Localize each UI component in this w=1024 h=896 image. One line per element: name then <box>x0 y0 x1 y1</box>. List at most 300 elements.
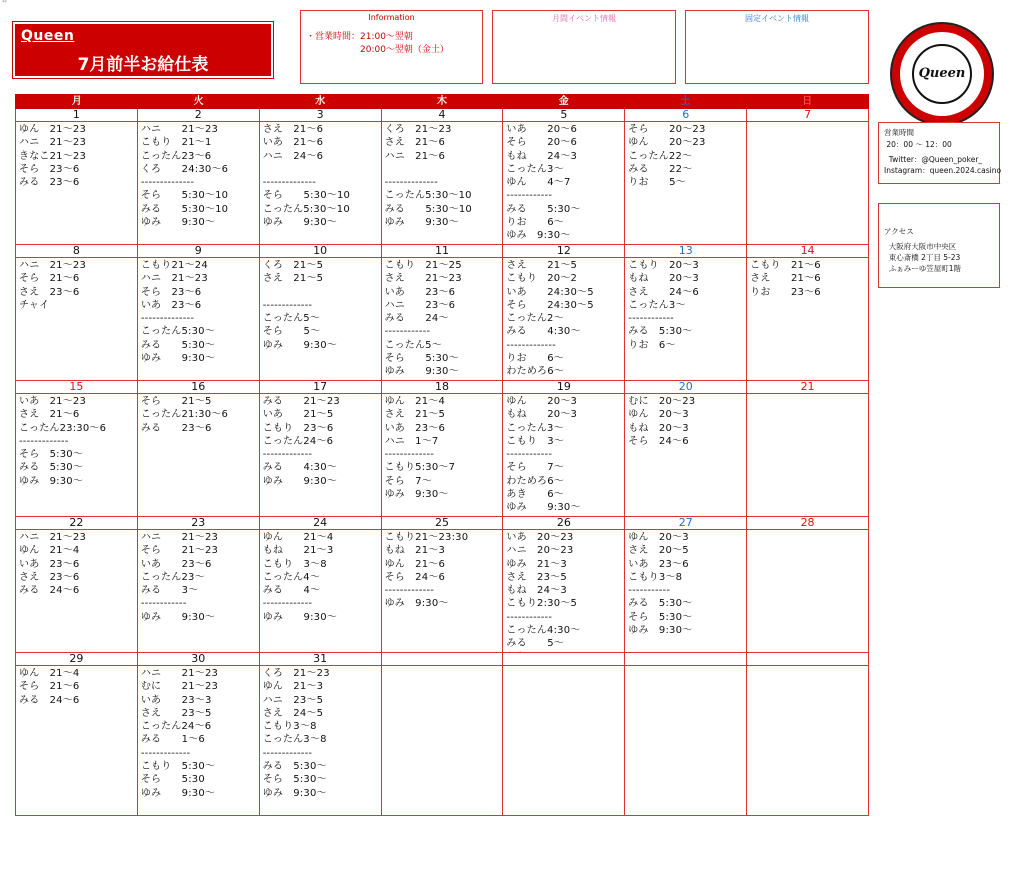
shift-entry: もね 20〜3 <box>628 422 689 434</box>
shift-entry: そら 5:30〜 <box>19 449 84 461</box>
shift-entry: さえ 21〜5 <box>506 260 578 271</box>
shift-list <box>503 122 624 243</box>
fixed-events-heading: 固定イベント情報 <box>745 14 809 23</box>
shift-list <box>16 122 137 189</box>
shift-entry: こったん3〜 <box>506 163 564 175</box>
shift-entry: むに 20〜23 <box>628 396 696 407</box>
shift-entry: -------------- <box>140 313 195 325</box>
shift-entry: そら 24:30〜5 <box>506 299 594 311</box>
shift-entry: みる 5:30〜 <box>140 339 216 351</box>
shift-entry: ゆん 21〜4 <box>262 532 334 543</box>
shift-list <box>260 122 381 229</box>
shift-entry: さえ 23〜5 <box>506 571 567 583</box>
day-number: 10 <box>260 245 381 258</box>
shift-entry: いあ 23〜6 <box>628 558 689 570</box>
shift-entry: りお 6〜 <box>628 339 676 351</box>
shift-entry: くろ 21〜23 <box>384 124 452 135</box>
shift-list <box>138 530 259 624</box>
shift-entry: ハニ 21〜23 <box>140 668 219 679</box>
shift-entry: ハニ 21〜23 <box>19 137 87 149</box>
shift-list <box>16 666 137 707</box>
shift-entry: こったん3〜8 <box>262 734 327 746</box>
day-number: 26 <box>503 517 624 530</box>
access-box <box>878 203 1000 288</box>
monthly-events-heading: 月間イベント情報 <box>552 14 616 23</box>
shift-entry: ゆみ 9:30〜 <box>262 787 327 799</box>
shift-list <box>260 258 381 352</box>
calendar-day-cell <box>625 517 747 653</box>
shift-entry: こもり 5:30〜 <box>140 761 216 773</box>
shift-entry: そら 7〜 <box>506 462 564 474</box>
shift-entry: ゆん 20〜23 <box>628 137 706 149</box>
business-hours-line: ・営業時間：21:00〜翌朝 <box>306 32 413 42</box>
shift-list <box>138 666 259 800</box>
shift-entry: みる 5〜 <box>506 638 564 650</box>
calendar-day-cell <box>260 381 382 517</box>
shift-entry: さえ 21〜6 <box>384 137 446 149</box>
shift-entry: ハニ 21〜6 <box>384 150 446 162</box>
shift-list <box>138 122 259 229</box>
shift-entry: さえ 23〜6 <box>19 571 80 583</box>
shift-entry: ハニ 21〜23 <box>19 532 87 543</box>
calendar-day-cell <box>503 653 625 816</box>
shift-entry: ゆみ 9:30〜 <box>384 598 449 610</box>
day-number: 30 <box>138 653 259 666</box>
shift-entry: そら 23〜6 <box>19 163 80 175</box>
shift-entry: むに 21〜23 <box>140 681 219 693</box>
day-number: 28 <box>747 517 868 530</box>
shift-entry: いあ 21〜23 <box>19 396 87 407</box>
shift-entry: さえ 21〜6 <box>262 124 324 135</box>
shift-list <box>503 394 624 515</box>
calendar-day-cell <box>260 517 382 653</box>
shift-entry: こったん5:30〜10 <box>262 203 350 215</box>
weekday-label: 金 <box>558 96 569 107</box>
shift-entry: さえ 24〜6 <box>628 286 699 298</box>
shift-entry: くろ 24:30〜6 <box>140 163 229 175</box>
shift-entry: みる 4〜 <box>262 585 321 597</box>
shift-entry <box>263 163 381 176</box>
shift-entry: わためろ6〜 <box>506 366 564 378</box>
shift-list <box>382 122 503 229</box>
shift-entry: ゆみ 9:30〜 <box>262 217 337 229</box>
shift-entry: そら 21〜23 <box>140 545 219 557</box>
shift-entry: もね 24〜3 <box>506 585 567 597</box>
calendar-day-cell <box>625 653 747 816</box>
shift-entry: いあ 20〜23 <box>506 532 574 543</box>
title-banner <box>15 24 271 76</box>
shift-list <box>747 394 868 395</box>
shift-entry: みる 24〜 <box>384 313 449 325</box>
calendar-day-cell <box>625 381 747 517</box>
shift-entry: みる 5:30〜10 <box>384 203 472 215</box>
calendar-day-cell <box>138 109 260 245</box>
shift-entry: もね 24〜3 <box>506 150 578 162</box>
day-number: 18 <box>382 381 503 394</box>
shift-entry: みる 23〜6 <box>19 177 80 189</box>
shift-list <box>625 666 746 667</box>
shift-entry: -------------- <box>262 177 317 189</box>
day-number: 21 <box>747 381 868 394</box>
shift-entry: -------------- <box>384 177 438 189</box>
day-number <box>625 653 746 666</box>
shift-entry: こもり 21〜25 <box>384 260 462 271</box>
calendar-day-cell <box>503 517 625 653</box>
calendar-day-cell <box>382 245 504 381</box>
shift-entry: いあ 23〜6 <box>384 422 446 434</box>
shift-entry: ------------- <box>262 598 313 610</box>
logo-text: Queen <box>918 66 966 81</box>
shift-entry <box>385 163 503 176</box>
shift-entry: こもり 3〜8 <box>262 558 327 570</box>
day-number: 16 <box>138 381 259 394</box>
shift-entry: ゆみ 9:30〜 <box>262 611 337 623</box>
calendar-day-cell <box>382 381 504 517</box>
shift-list <box>747 530 868 531</box>
calendar-day-cell <box>747 517 869 653</box>
shift-entry: こもり21〜24 <box>140 260 208 271</box>
shift-entry: さえ 23〜6 <box>19 286 80 298</box>
calendar-day-cell <box>16 109 138 245</box>
calendar-day-cell <box>16 381 138 517</box>
shift-entry: そら 20〜6 <box>506 137 578 149</box>
shift-entry: こもり 21〜1 <box>140 137 212 149</box>
shift-list <box>260 530 381 624</box>
shift-entry: ハニ 20〜23 <box>506 545 574 557</box>
calendar-day-cell <box>260 245 382 381</box>
shift-entry: こったん23〜6 <box>140 150 212 162</box>
calendar-day-cell <box>747 245 869 381</box>
shift-entry: こもり3〜8 <box>628 571 683 583</box>
shift-entry: ------------- <box>140 747 191 759</box>
day-number: 5 <box>503 109 624 122</box>
calendar-body <box>15 109 869 816</box>
day-number: 22 <box>16 517 137 530</box>
shift-entry: いあ 23〜6 <box>19 558 80 570</box>
shift-entry: ゆん 21〜4 <box>19 545 80 557</box>
shift-entry: ゆん 20〜3 <box>506 396 578 407</box>
shift-entry: ゆみ 9:30〜 <box>140 353 216 365</box>
shift-entry: いあ 24:30〜5 <box>506 286 594 298</box>
shift-list <box>503 258 624 381</box>
shift-entry: ゆみ 9:30〜 <box>384 489 449 501</box>
calendar-day-cell <box>503 245 625 381</box>
shift-list <box>503 530 624 653</box>
shift-entry: みる 5:30〜 <box>628 326 693 338</box>
shift-list <box>260 394 381 488</box>
calendar-day-cell <box>503 381 625 517</box>
day-number: 17 <box>260 381 381 394</box>
calendar-day-cell <box>747 109 869 245</box>
shift-entry: みる 24〜6 <box>19 585 80 597</box>
shift-entry: ------------- <box>262 449 313 461</box>
shift-entry: ------------- <box>384 449 435 461</box>
shift-entry: いあ 23〜3 <box>140 694 212 706</box>
shift-entry: りお 5〜 <box>628 177 686 189</box>
shift-entry: ハニ 23〜5 <box>262 694 324 706</box>
shift-entry: そら 5:30〜10 <box>262 190 351 202</box>
weekday-label-saturday: 土 <box>680 96 691 107</box>
shift-entry: ------------- <box>262 299 313 311</box>
logo-ring <box>900 32 984 116</box>
shift-entry: そら 24〜6 <box>384 571 446 583</box>
shift-entry: こもり 20〜3 <box>628 260 699 271</box>
business-hours-line: 20:00〜翌朝（金土） <box>306 45 449 55</box>
calendar-day-cell <box>382 517 504 653</box>
day-number: 3 <box>260 109 381 122</box>
business-hours-heading: 営業時間 <box>884 128 914 137</box>
shift-entry: みる 4:30〜 <box>262 462 337 474</box>
shift-entry: ゆん 20〜3 <box>628 409 689 421</box>
shift-entry: みる 4:30〜 <box>506 326 581 338</box>
shift-entry: さえ 21〜6 <box>19 409 80 421</box>
shift-calendar <box>15 94 869 816</box>
shift-list <box>16 258 137 312</box>
shift-entry: ハニ 21〜23 <box>140 273 208 285</box>
shift-entry: こったん22〜 <box>628 150 693 162</box>
day-number: 7 <box>747 109 868 122</box>
day-number <box>503 653 624 666</box>
shift-entry: きなこ21〜23 <box>19 150 87 162</box>
fixed-events-box <box>685 10 869 84</box>
shift-entry: さえ 21〜5 <box>384 409 446 421</box>
shift-entry: わためろ6〜 <box>506 475 564 487</box>
day-number: 6 <box>625 109 746 122</box>
shift-entry: こったん3〜 <box>506 422 564 434</box>
day-number: 31 <box>260 653 381 666</box>
shift-list <box>625 122 746 189</box>
shift-list <box>138 394 259 435</box>
shift-entry: そら 21〜5 <box>140 396 212 407</box>
shift-list <box>747 258 868 299</box>
shift-entry: ------------ <box>384 326 431 338</box>
shift-entry: もね 21〜3 <box>384 545 446 557</box>
shift-entry: ------------ <box>628 313 674 325</box>
day-number: 13 <box>625 245 746 258</box>
shift-entry: そら 5:30〜 <box>628 611 693 623</box>
shift-entry: そら 5:30 <box>140 774 205 786</box>
shift-entry: ゆみ 9:30〜 <box>262 475 337 487</box>
shift-entry: ゆみ 9:30〜 <box>506 502 581 514</box>
day-number: 12 <box>503 245 624 258</box>
shift-entry: ゆみ 9:30〜 <box>140 217 216 229</box>
shift-entry: みる 23〜6 <box>140 422 212 434</box>
shift-list <box>138 258 259 365</box>
calendar-day-cell <box>382 109 504 245</box>
shift-entry: くろ 21〜5 <box>262 260 324 271</box>
shift-entry: いあ 23〜6 <box>140 558 212 570</box>
shift-entry: もね 20〜3 <box>506 409 578 421</box>
calendar-day-cell <box>260 653 382 816</box>
shift-entry: いあ 23〜6 <box>384 286 456 298</box>
brand-name: Queen <box>21 28 75 44</box>
address-line: ふぁみーゆ笠屋町1階 <box>884 264 962 273</box>
shift-entry: ゆん 21〜3 <box>262 681 324 693</box>
day-number <box>382 653 503 666</box>
shift-entry: こったん24〜6 <box>262 435 334 447</box>
shift-entry: あき 6〜 <box>506 489 564 501</box>
day-number: 24 <box>260 517 381 530</box>
shift-entry: チャイ <box>19 299 50 311</box>
calendar-day-cell <box>625 245 747 381</box>
shift-entry: みる 5:30〜 <box>506 203 581 215</box>
page-title: 7月前半お給仕表 <box>77 55 209 75</box>
shift-entry: こったん21:30〜6 <box>140 409 229 421</box>
day-number: 23 <box>138 517 259 530</box>
twitter-line: Twitter：@Queen_poker_ <box>884 155 983 164</box>
shift-entry: そら 5〜 <box>262 326 321 338</box>
shift-entry: そら 5:30〜 <box>262 774 327 786</box>
shift-entry: みる 24〜6 <box>19 694 80 706</box>
shift-entry: ゆん 20〜3 <box>628 532 689 543</box>
shift-entry <box>263 286 381 299</box>
shift-entry: ハニ 21〜23 <box>140 532 219 543</box>
shift-entry: ----------- <box>628 585 671 597</box>
shift-entry: さえ 24〜5 <box>262 707 324 719</box>
shift-entry: さえ 23〜5 <box>140 707 212 719</box>
shift-list <box>382 258 503 379</box>
shift-entry: いあ 21〜6 <box>262 137 324 149</box>
shift-entry: さえ 21〜5 <box>262 273 324 285</box>
calendar-week-row <box>15 653 869 816</box>
shift-entry: こもり 20〜2 <box>506 273 578 285</box>
shift-list <box>625 530 746 637</box>
shift-entry: ゆみ 9:30〜 <box>628 625 693 637</box>
shift-entry: ゆみ 9:30〜 <box>506 230 571 242</box>
shift-entry: そら 5:30〜 <box>384 353 459 365</box>
shift-entry: さえ 21〜6 <box>750 273 821 285</box>
shift-entry: そら 23〜6 <box>140 286 202 298</box>
weekday-header <box>15 94 869 109</box>
shift-entry: くろ 21〜23 <box>262 668 330 679</box>
calendar-week-row <box>15 381 869 517</box>
calendar-day-cell <box>138 381 260 517</box>
shift-entry: そら 7〜 <box>384 475 432 487</box>
calendar-day-cell <box>138 517 260 653</box>
calendar-week-row <box>15 245 869 381</box>
day-number: 27 <box>625 517 746 530</box>
day-number: 9 <box>138 245 259 258</box>
day-number: 29 <box>16 653 137 666</box>
calendar-day-cell <box>747 653 869 816</box>
day-number: 14 <box>747 245 868 258</box>
shift-entry: ゆみ 9:30〜 <box>384 217 459 229</box>
day-number: 4 <box>382 109 503 122</box>
shift-entry: ------------- <box>506 339 556 351</box>
day-number: 11 <box>382 245 503 258</box>
shift-entry: こったん5:30〜10 <box>384 190 472 202</box>
shift-entry: こもり5:30〜7 <box>384 462 456 474</box>
shift-entry: いあ 20〜6 <box>506 124 578 135</box>
address-line: 大阪府大阪市中央区 <box>884 242 957 251</box>
weekday-label: 火 <box>193 96 204 107</box>
calendar-day-cell <box>382 653 504 816</box>
day-number <box>747 653 868 666</box>
day-number: 15 <box>16 381 137 394</box>
shift-list <box>747 122 868 123</box>
shift-entry: ゆみ 9:30〜 <box>140 611 216 623</box>
shift-entry: こもり3〜8 <box>262 721 317 733</box>
shift-entry: ゆみ 9:30〜 <box>140 787 216 799</box>
shift-entry: りお 6〜 <box>506 217 564 229</box>
shift-entry: ------------ <box>506 611 553 623</box>
calendar-week-row <box>15 109 869 245</box>
shift-entry: そら 20〜23 <box>628 124 706 135</box>
calendar-week-row <box>15 517 869 653</box>
shift-entry: ゆん 21〜4 <box>384 396 446 407</box>
logo-inner-circle <box>912 44 972 104</box>
calendar-day-cell <box>260 109 382 245</box>
shift-entry: こもり 21〜6 <box>750 260 821 271</box>
shift-entry: ハニ 24〜6 <box>262 150 324 162</box>
shift-entry: みる 1〜6 <box>140 734 205 746</box>
calendar-day-cell <box>503 109 625 245</box>
shift-entry: ------------- <box>262 747 313 759</box>
shift-entry: ------------ <box>140 598 187 610</box>
information-box <box>300 10 483 84</box>
shift-entry: りお 6〜 <box>506 353 564 365</box>
shift-entry: みる 5:30〜 <box>262 761 327 773</box>
shift-entry: ゆみ 9:30〜 <box>19 475 84 487</box>
weekday-label: 月 <box>71 96 82 107</box>
weekday-label-sunday: 日 <box>802 96 813 107</box>
day-number: 1 <box>16 109 137 122</box>
shift-entry: ゆみ 9:30〜 <box>262 339 337 351</box>
shift-entry: こもり 23〜6 <box>262 422 334 434</box>
monthly-events-box <box>492 10 676 84</box>
shift-entry: もね 20〜3 <box>628 273 699 285</box>
shift-entry: みる 22〜 <box>628 163 693 175</box>
shift-entry: ゆん 21〜6 <box>384 558 446 570</box>
shift-entry: さえ 21〜23 <box>384 273 462 285</box>
shift-entry: ゆみ 9:30〜 <box>384 366 459 378</box>
shift-entry: みる 5:30〜 <box>19 462 84 474</box>
day-number: 8 <box>16 245 137 258</box>
day-number: 20 <box>625 381 746 394</box>
shift-entry: ゆん 21〜4 <box>19 668 80 679</box>
shift-entry: ハニ 1〜7 <box>384 435 439 447</box>
shift-entry: りお 23〜6 <box>750 286 821 298</box>
shift-entry: みる 5:30〜10 <box>140 203 229 215</box>
shift-list <box>382 666 503 667</box>
shift-list <box>16 530 137 597</box>
shift-entry: -------------- <box>140 177 195 189</box>
shift-entry: ハニ 21〜23 <box>140 124 219 135</box>
calendar-day-cell <box>138 245 260 381</box>
day-number: 25 <box>382 517 503 530</box>
shift-entry: こもり 3〜 <box>506 435 564 447</box>
shift-entry: そら 5:30〜10 <box>140 190 229 202</box>
instagram-line: Instagram：queen.2024.casino <box>884 166 1002 175</box>
shift-entry: ゆん 4〜7 <box>506 177 571 189</box>
shift-entry: ハニ 23〜6 <box>384 299 456 311</box>
corner-mark: ** <box>2 0 7 6</box>
calendar-day-cell <box>16 245 138 381</box>
queen-logo <box>890 22 994 126</box>
shift-entry: ゆん 21〜23 <box>19 124 87 135</box>
shift-list <box>625 394 746 448</box>
day-number: 19 <box>503 381 624 394</box>
shift-entry: いあ 23〜6 <box>140 299 202 311</box>
shift-list <box>747 666 868 667</box>
calendar-day-cell <box>625 109 747 245</box>
shift-entry: もね 21〜3 <box>262 545 334 557</box>
shift-entry: いあ 21〜5 <box>262 409 334 421</box>
shift-entry: ------------- <box>19 435 69 447</box>
shift-list <box>260 666 381 800</box>
calendar-day-cell <box>16 517 138 653</box>
shift-entry: こもり2:30〜5 <box>506 598 578 610</box>
